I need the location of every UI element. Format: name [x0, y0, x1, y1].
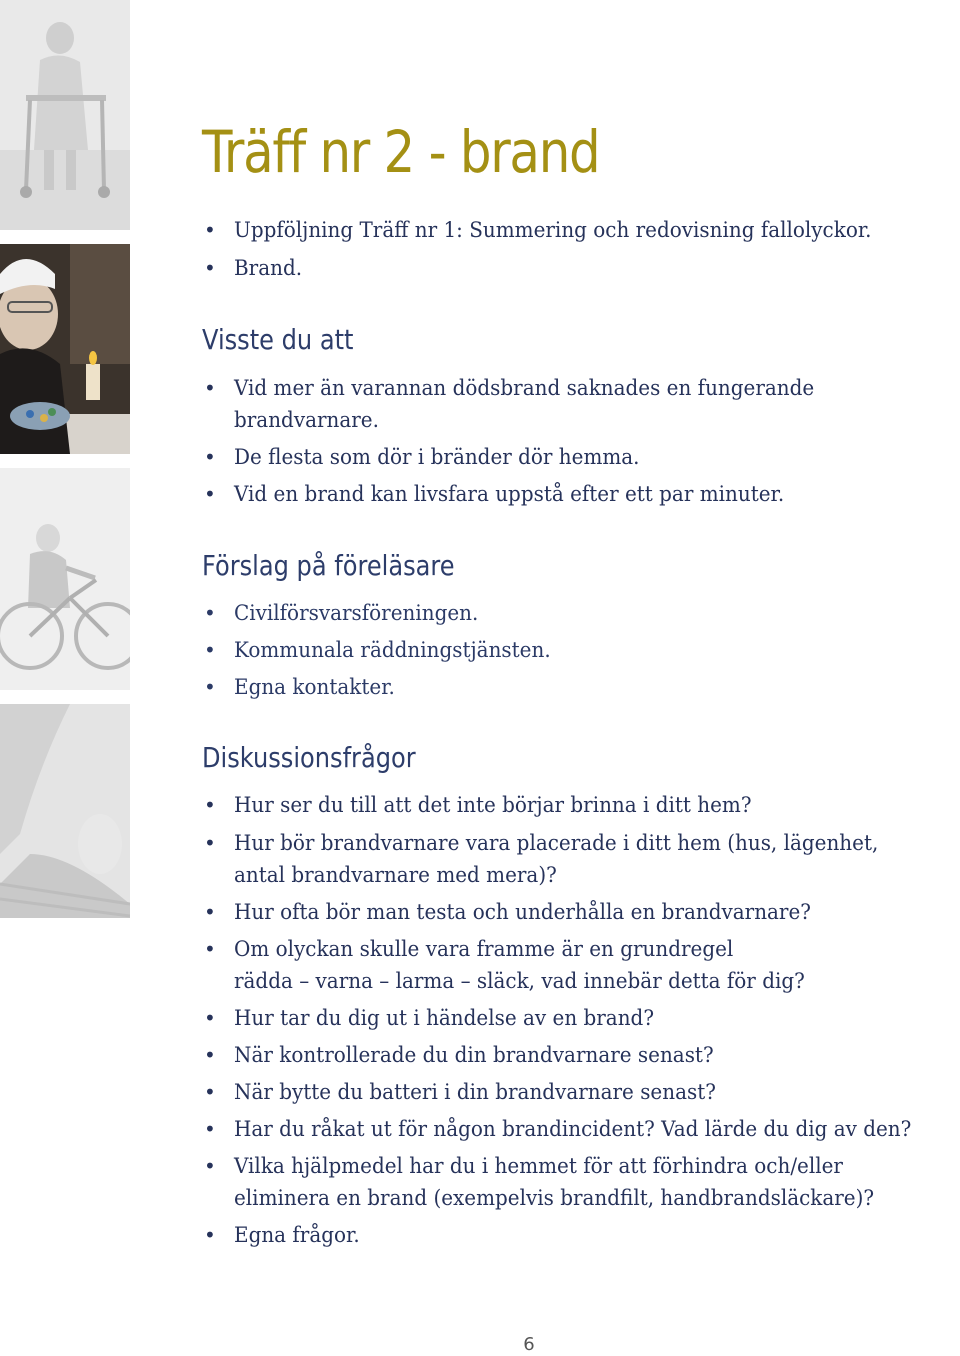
bullet-icon: •	[204, 900, 216, 924]
bullet-icon: •	[204, 638, 216, 662]
forslag-list	[202, 597, 960, 708]
bullet-icon: •	[204, 793, 216, 817]
list-item: • Vilka hjälpmedel har du i hemmet för att förhindra och/eller	[202, 1150, 960, 1182]
list-item: • Vid mer än varannan dödsbrand saknades en fungerande	[202, 372, 960, 404]
list-item-continuation: rädda – varna – larma – släck, vad innebär detta för dig?	[234, 969, 805, 993]
bullet-icon: •	[204, 1154, 216, 1178]
list-item: • Egna kontakter.	[202, 671, 960, 708]
list-item: • Kommunala räddningstjänsten.	[202, 634, 960, 671]
list-item: • När kontrollerade du din brandvarnare senast?	[202, 1039, 960, 1076]
bullet-icon: •	[204, 675, 216, 699]
elderly-woman-candle-photo	[0, 244, 130, 454]
section-title-visste: Visste du att	[202, 323, 354, 356]
elderly-woman-walker-photo	[0, 0, 130, 230]
list-item: • Uppföljning Träff nr 1: Summering och redovisning fallolyckor.	[202, 214, 960, 252]
list-item: • Civilförsvarsföreningen.	[202, 597, 960, 634]
list-item: • Hur tar du dig ut i händelse av en brand?	[202, 1002, 960, 1039]
sidebar-photo-strip	[0, 0, 130, 1356]
intro-list	[202, 214, 960, 290]
list-item: • Vid en brand kan livsfara uppstå efter ett par minuter.	[202, 478, 960, 515]
bullet-icon: •	[204, 218, 216, 242]
page-number: 6	[523, 1334, 535, 1355]
list-item: • De flesta som dör i bränder dör hemma.	[202, 441, 960, 478]
elderly-man-bicycle-photo	[0, 468, 130, 690]
list-item: • Om olyckan skulle vara framme är en grundregel	[202, 933, 960, 965]
bullet-icon: •	[204, 256, 216, 280]
bullet-icon: •	[204, 376, 216, 400]
bullet-icon: •	[204, 1223, 216, 1247]
page-title: Träff nr 2 - brand	[202, 118, 600, 186]
diskussion-list	[202, 789, 960, 1256]
bullet-icon: •	[204, 1080, 216, 1104]
bullet-icon: •	[204, 1043, 216, 1067]
list-item: • Egna frågor.	[202, 1219, 960, 1256]
bullet-icon: •	[204, 937, 216, 961]
list-item-continuation: brandvarnare.	[234, 408, 379, 432]
list-item: • Hur ofta bör man testa och underhålla en brandvarnare?	[202, 896, 960, 933]
bullet-icon: •	[204, 1006, 216, 1030]
bullet-icon: •	[204, 445, 216, 469]
list-item: • När bytte du batteri i din brandvarnare senast?	[202, 1076, 960, 1113]
list-item: • Har du råkat ut för någon brandincident? Vad lärde du dig av den?	[202, 1113, 960, 1150]
list-item: • Hur bör brandvarnare vara placerade i ditt hem (hus, lägenhet,	[202, 827, 960, 859]
section-title-forslag: Förslag på föreläsare	[202, 549, 455, 582]
list-item-continuation: antal brandvarnare med mera)?	[234, 863, 557, 887]
bullet-icon: •	[204, 601, 216, 625]
bullet-icon: •	[204, 831, 216, 855]
section-title-diskussion: Diskussionsfrågor	[202, 741, 416, 774]
list-item-continuation: eliminera en brand (exempelvis brandfilt, handbrandsläckare)?	[234, 1186, 875, 1210]
visste-list	[202, 372, 960, 515]
elderly-hands-photo	[0, 704, 130, 918]
bullet-icon: •	[204, 482, 216, 506]
list-item: • Brand.	[202, 252, 960, 290]
list-item: • Hur ser du till att det inte börjar brinna i ditt hem?	[202, 789, 960, 827]
bullet-icon: •	[204, 1117, 216, 1141]
